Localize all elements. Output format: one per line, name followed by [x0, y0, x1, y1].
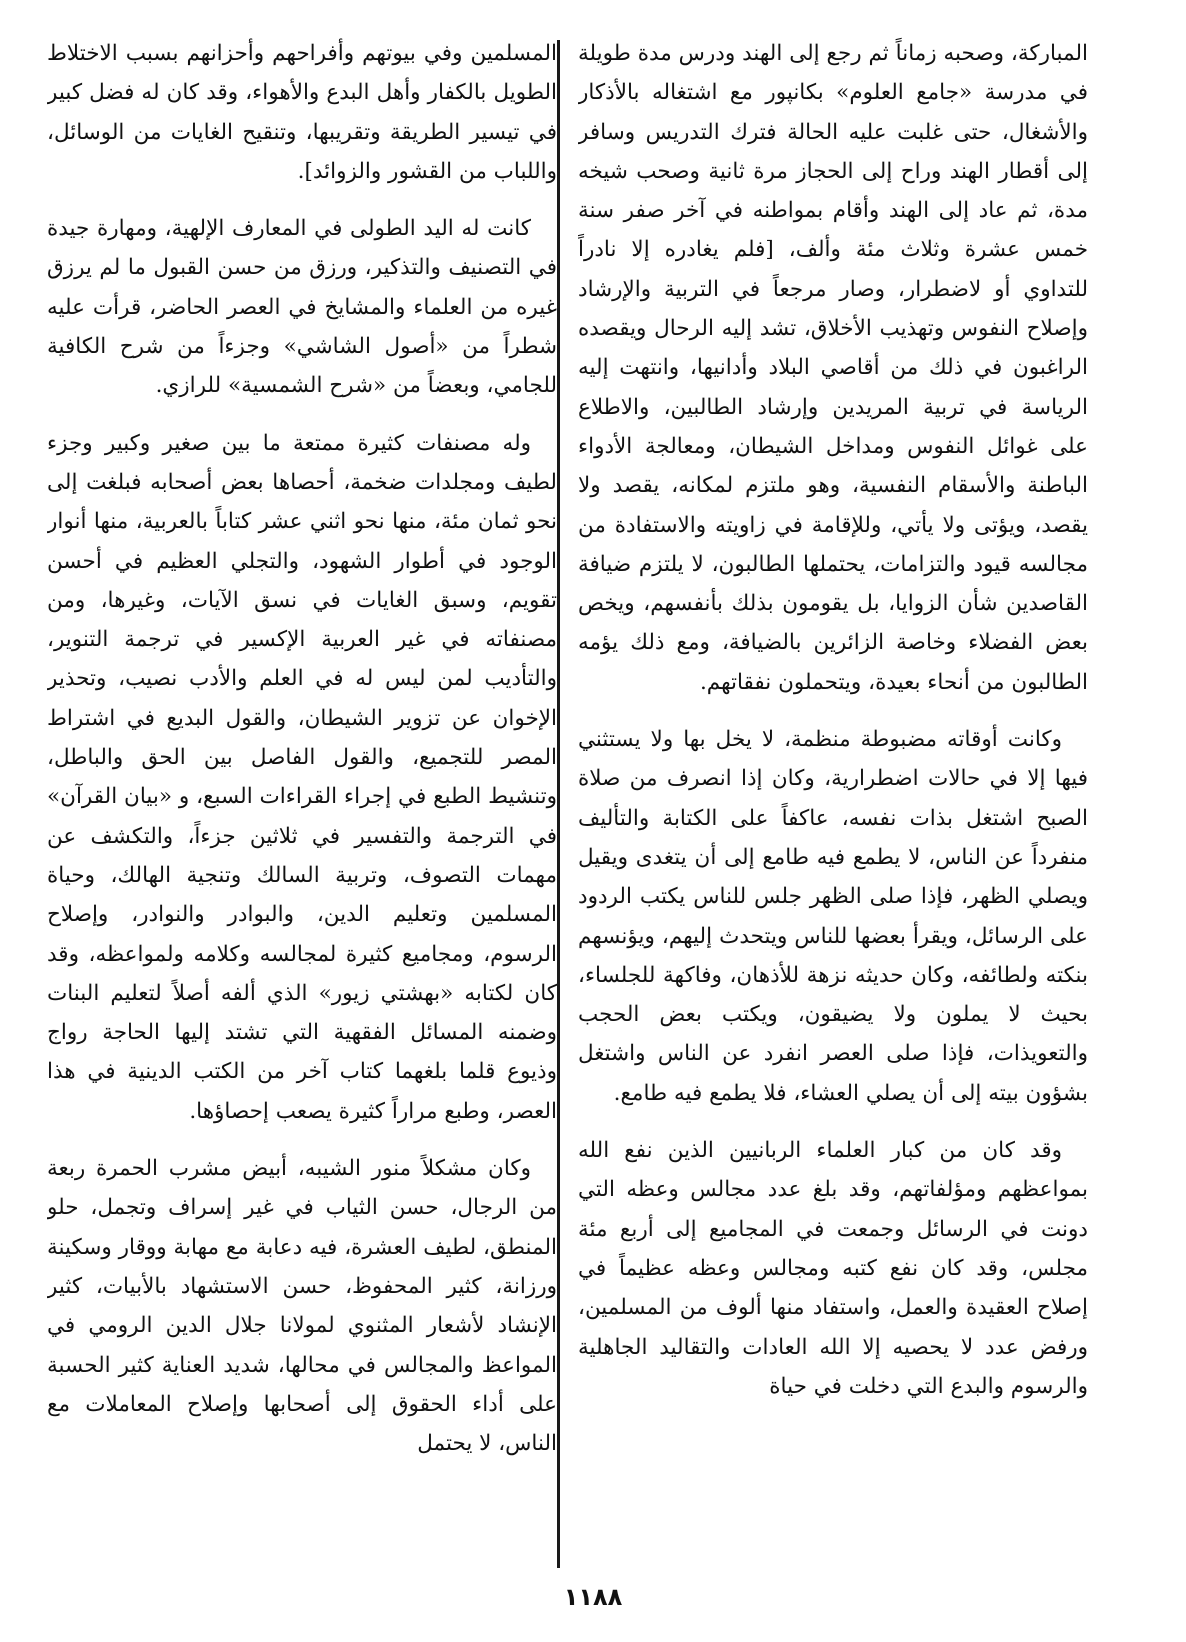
left-paragraph-3: وله مصنفات كثيرة ممتعة ما بين صغير وكبير وجزء لطيف ومجلدات ضخمة، أحصاها بعض أصحابه فبلغت إلى نحو ثمان مئة، منها نحو اثني عشر كتاباً بالعربية، منها أنوار الوجود في أطوار الشهود، والتجلي العظيم في أحسن تقويم، وسبق الغايات في نسق الآيات، وغيرها، ومن مصنفاته في غير العربية الإكسير في ترجمة التنوير، والتأديب لمن ليس له في العلم والأدب نصيب، وتحذير الإخوان عن تزوير الشيطان، والقول البديع في اشتراط المصر للتجميع، والقول الفاصل بين الحق والباطل، وتنشيط الطبع في إجراء القراءات السبع، و «بيان القرآن» في الترجمة والتفسير في ثلاثين جزءاً، والتكشف عن مهمات التصوف، وتربية السالك وتنجية الهالك، وحياة المسلمين وتعليم الدين، والبوادر والنوادر، وإصلاح الرسوم، ومجاميع كثيرة لمجالسه وكلامه ولمواعظه، وقد كان لكتابه «بهشتي زيور» الذي ألفه أصلاً لتعليم البنات وضمنه المسائل الفقهية التي تشتد إليها الحاجة رواج وذيوع قلما بلغهما كتاب آخر من الكتب الدينية في هذا العصر، وطبع مراراً كثيرة يصعب إحصاؤها. [47, 430, 557, 1124]
right-paragraph-3: وقد كان من كبار العلماء الربانيين الذين نفع الله بمواعظهم ومؤلفاتهم، وقد بلغ عدد مجالس وعظه التي دونت في الرسائل وجمعت في المجاميع إلى أربع مئة مجلس، وقد كان نفع كتبه ومجالس وعظه عظيماً في إصلاح العقيدة والعمل، واستفاد منها ألوف من المسلمين، ورفض عدد لا يحصيه إلا الله العادات والتقاليد الجاهلية والرسوم والبدع التي دخلت في حياة [578, 1138, 1088, 1399]
column-divider [557, 40, 560, 1568]
left-paragraph-1: المسلمين وفي بيوتهم وأفراحهم وأحزانهم بسبب الاختلاط الطويل بالكفار وأهل البدع والأهواء، وقد كان له فضل كبير في تيسير الطريقة وتقريبها، وتنقيح الغايات من الوسائل، واللباب من القشور والزوائد]. [47, 41, 557, 184]
left-text-column [47, 34, 557, 1579]
right-paragraph-1: المباركة، وصحبه زماناً ثم رجع إلى الهند ودرس مدة طويلة في مدرسة «جامع العلوم» بكانپور مع اشتغاله بالأذكار والأشغال، حتى غلبت عليه الحالة فترك التدريس وسافر إلى أقطار الهند وراح إلى الحجاز مرة ثانية وصحب شيخه مدة، ثم عاد إلى الهند وأقام بمواطنه في آخر صفر سنة خمس عشرة وثلاث مئة وألف، [فلم يغادره إلا نادراً للتداوي أو لاضطرار، وصار مرجعاً في التربية والإرشاد وإصلاح النفوس وتهذيب الأخلاق، تشد إليه الرحال ويقصده الراغبون في ذلك من أقاصي البلاد وأدانيها، وانتهت إليه الرياسة في تربية المريدين وإرشاد الطالبين، والاطلاع على غوائل النفوس ومداخل الشيطان، ومعالجة الأدواء الباطنة والأسقام النفسية، وهو ملتزم لمكانه، يقصد ولا يقصد، ويؤتى ولا يأتي، وللإقامة في زاويته والاستفادة من مجالسه قيود والتزامات، يحتملها الطالبون، لا يلتزم ضيافة القاصدين شأن الزوايا، بل يقومون بذلك بأنفسهم، ويخص بعض الفضلاء وخاصة الزائرين بالضيافة، ومع ذلك يؤمه الطالبون من أنحاء بعيدة، ويتحملون نفقاتهم. [578, 41, 1088, 695]
right-text-column [578, 34, 1088, 1579]
right-paragraph-2: وكانت أوقاته مضبوطة منظمة، لا يخل بها ولا يستثني فيها إلا في حالات اضطرارية، وكان إذا انصرف من صلاة الصبح اشتغل بذات نفسه، عاكفاً على الكتابة والتأليف منفرداً عن الناس، لا يطمع فيه طامع إلى أن يتغدى ويقيل ويصلي الظهر، فإذا صلى الظهر جلس للناس يكتب الردود على الرسائل، ويقرأ بعضها للناس ويتحدث إليهم، ويؤنسهم بنكته ولطائفه، وكان حديثه نزهة للأذهان، وفاكهة للجلساء، بحيث لا يملون ولا يضيقون، ويكتب بعض الحجب والتعويذات، فإذا صلى العصر انفرد عن الناس واشتغل بشؤون بيته إلى أن يصلي العشاء، فلا يطمع فيه طامع. [578, 727, 1088, 1106]
page-number: ١١٨٨ [563, 1583, 623, 1611]
left-paragraph-2: كانت له اليد الطولى في المعارف الإلهية، ومهارة جيدة في التصنيف والتذكير، ورزق من حسن القبول ما لم يرزق غيره من العلماء والمشايخ في العصر الحاضر، قرأت عليه شطراً من «أصول الشاشي» وجزءاً من شرح الكافية للجامي، وبعضاً من «شرح الشمسية» للرازي. [47, 216, 557, 399]
left-paragraph-4: وكان مشكلاً منور الشيبه، أبيض مشرب الحمرة ربعة من الرجال، حسن الثياب في غير إسراف وتجمل، حلو المنطق، لطيف العشرة، فيه دعابة مع مهابة ووقار وسكينة ورزانة، كثير المحفوظ، حسن الاستشهاد بالأبيات، كثير الإنشاد لأشعار المثنوي لمولانا جلال الدين الرومي في المواعظ والمجالس في محالها، شديد العناية كثير الحسبة على أداء الحقوق إلى أصحابها وإصلاح المعاملات مع الناس، لا يحتمل [47, 1156, 557, 1457]
